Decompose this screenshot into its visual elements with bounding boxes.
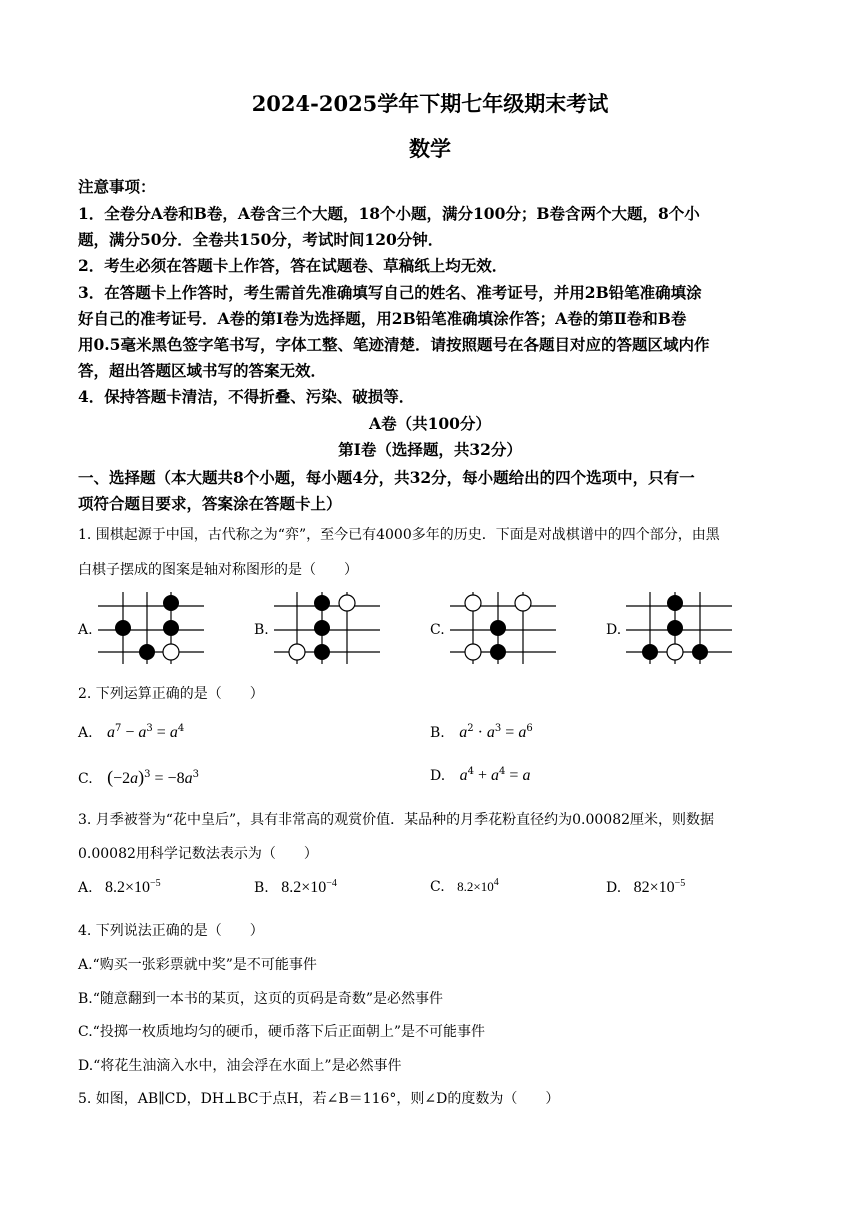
notice-line: 4．保持答题卡清洁，不得折叠、污染、破损等． xyxy=(78,387,415,406)
q2-option-c xyxy=(78,767,199,788)
q3-option-label: D. xyxy=(606,880,622,896)
q2-option-d xyxy=(430,767,530,785)
q4-option: A.“购买一张彩票就中奖”是不可能事件 xyxy=(78,957,317,973)
notice-line: 1．全卷分A卷和B卷，A卷含三个大题，18个小题，满分100分；B卷含两个大题，8个小 xyxy=(78,204,700,223)
q1-stem: 1. 围棋起源于中国，古代称之为“弈”，至今已有4000多年的历史．下面是对战棋谱中的四个部分，由黑 xyxy=(78,527,720,543)
q4-option: C.“投掷一枚质地均匀的硬币，硬币落下后正面朝上”是不可能事件 xyxy=(78,1024,485,1040)
q3-option-a xyxy=(78,879,161,897)
choice-heading: 一、选择题（本大题共8个小题，每小题4分，共32分，每小题给出的四个选项中，只有一 xyxy=(78,468,695,487)
q2-option-c-expr: $(-2a)^3 = -8a^3$ xyxy=(107,767,199,787)
q3-option-label: A. xyxy=(78,880,93,896)
notice-line: 2．考生必须在答题卡上作答，答在试题卷、草稿纸上均无效． xyxy=(78,256,508,275)
q2-option-a-expr: $a^7 - a^3 = a^4$ xyxy=(107,723,185,741)
q2-option-b-expr: $a^2 \cdot a^3 = a^6$ xyxy=(459,723,533,741)
q1-stem: 白棋子摆成的图案是轴对称图形的是（ ） xyxy=(78,562,358,578)
q5-stem: 5. 如图，AB∥CD，DH⊥BC于点H，若∠B＝116°，则∠D的度数为（ ） xyxy=(78,1091,560,1107)
q3-option-label: B. xyxy=(254,880,269,896)
q3-option-label: C. xyxy=(430,879,445,895)
q3-option-b-expr: $8.2\times 10^{-4}$ xyxy=(281,878,337,896)
q3-stem: 0.00082用科学记数法表示为（ ） xyxy=(78,846,318,862)
q1-option-label: C. xyxy=(430,622,445,638)
q3-stem: 3. 月季被誉为“花中皇后”，具有非常高的观赏价值．某品种的月季花粉直径约为0.00082厘米，则数据 xyxy=(78,812,715,828)
q1-option-label: D. xyxy=(606,622,622,638)
notice-line: 题，满分50分．全卷共150分，考试时间120分钟． xyxy=(78,230,444,249)
q2-option-a xyxy=(78,724,184,742)
q3-option-c-expr: $8.2\times 10^4$ xyxy=(457,877,499,894)
q3-option-d-expr: $82\times 10^{-5}$ xyxy=(633,878,686,896)
q3-option-a-expr: $8.2\times 10^{-5}$ xyxy=(105,878,161,896)
notice-line: 用0.5毫米黑色签字笔书写，字体工整、笔迹清楚．请按照题号在各题目对应的答题区域内作 xyxy=(78,335,710,354)
q2-option-b xyxy=(430,724,533,742)
q4-stem: 4. 下列说法正确的是（ ） xyxy=(78,923,264,939)
q1-option-label: A. xyxy=(78,622,93,638)
q2-option-d-expr: $a^4 + a^4 = a$ xyxy=(459,766,531,784)
q4-option: B.“随意翻到一本书的某页，这页的页码是奇数”是必然事件 xyxy=(78,991,444,1007)
q4-option: D.“将花生油滴入水中，油会浮在水面上”是必然事件 xyxy=(78,1058,402,1074)
go-board-a xyxy=(96,590,206,666)
notice-line: 答，超出答题区域书写的答案无效． xyxy=(78,361,327,380)
q2-stem: 2. 下列运算正确的是（ ） xyxy=(78,686,264,702)
q1-option-label: B. xyxy=(254,622,269,638)
go-board-d xyxy=(624,590,734,666)
q2-option-label: B. xyxy=(430,725,445,741)
q2-option-label: A. xyxy=(78,725,93,741)
notice-line: 3．在答题卡上作答时，考生需首先准确填写自己的姓名、准考证号，并用2B铅笔准确填涂 xyxy=(78,283,702,302)
q2-option-label: D. xyxy=(430,768,446,784)
notice-heading: 注意事项： xyxy=(78,177,156,196)
exam-title: 2024-2025学年下期七年级期末考试 xyxy=(251,91,609,116)
a-paper-heading: A卷（共100分） xyxy=(369,414,491,433)
go-board-c xyxy=(448,590,558,666)
q2-option-label: C. xyxy=(78,771,93,787)
go-board-b xyxy=(272,590,382,666)
choice-heading: 项符合题目要求，答案涂在答题卡上） xyxy=(78,494,342,513)
notice-line: 好自己的准考证号．A卷的第Ⅰ卷为选择题，用2B铅笔准确填涂作答；A卷的第Ⅱ卷和B卷 xyxy=(78,309,687,328)
subject-title: 数学 xyxy=(409,136,451,161)
q3-option-c xyxy=(430,879,499,895)
part1-heading: 第Ⅰ卷（选择题，共32分） xyxy=(338,440,522,459)
q3-option-d xyxy=(606,879,685,897)
q3-option-b xyxy=(254,879,337,897)
